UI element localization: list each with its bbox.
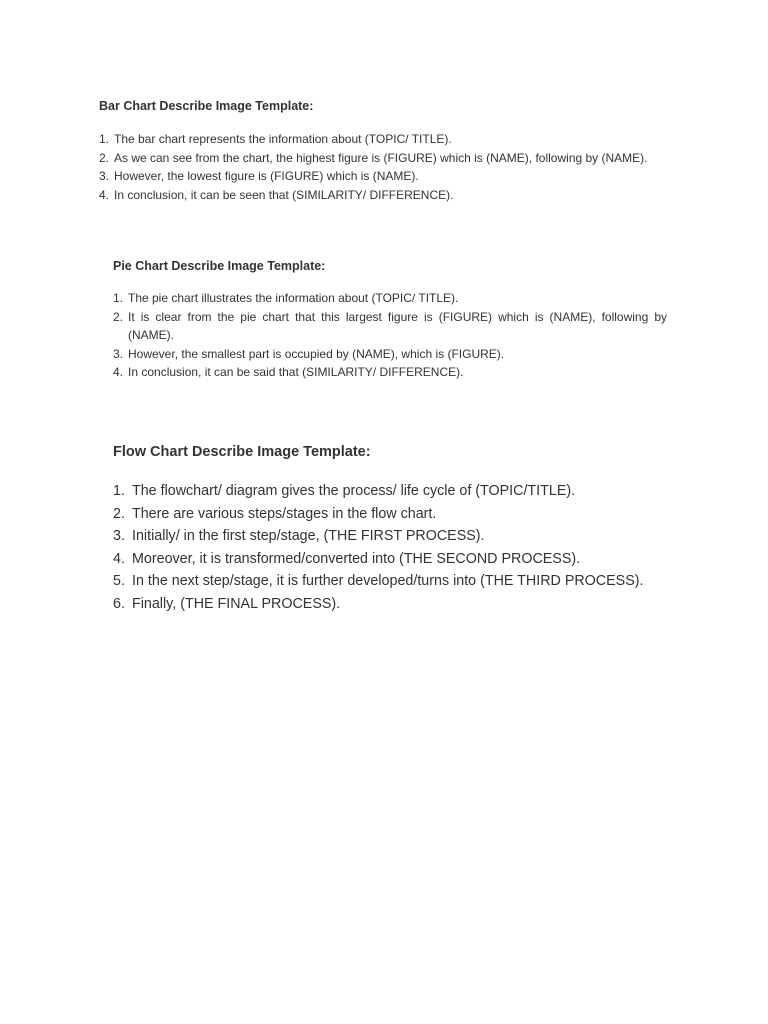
- list-item: [113, 480, 713, 503]
- list-item-text: However, the lowest figure is (FIGURE) which is (NAME).: [114, 169, 419, 184]
- flow-chart-template-list: [113, 480, 713, 616]
- pie-chart-template-section: [0, 258, 768, 382]
- list-item: [113, 308, 667, 345]
- list-item-number: 4.: [99, 187, 110, 202]
- list-item-number: 3.: [99, 169, 110, 184]
- list-item-number: 4.: [113, 550, 125, 567]
- pie-chart-template-list: [113, 289, 667, 382]
- list-item-text: It is clear from the pie chart that this largest figure is (FIGURE) which is (NAME), following by (NAME).: [128, 309, 667, 343]
- list-item-text: Initially/ in the first step/stage, (THE FIRST PROCESS).: [132, 528, 485, 545]
- list-item: [113, 525, 713, 548]
- list-item: [113, 593, 713, 616]
- list-item: [99, 130, 660, 149]
- list-item-text: The pie chart illustrates the information about (TOPIC/ TITLE).: [128, 291, 459, 305]
- list-item-text: In conclusion, it can be said that (SIMILARITY/ DIFFERENCE).: [128, 365, 464, 380]
- list-item-number: 2.: [113, 309, 124, 324]
- list-item-text: The flowchart/ diagram gives the process/ life cycle of (TOPIC/TITLE).: [132, 483, 576, 499]
- list-item-number: 3.: [113, 528, 125, 545]
- list-item: [113, 548, 713, 571]
- list-item-text: There are various steps/stages in the flow chart.: [132, 505, 437, 522]
- list-item-text: In conclusion, it can be seen that (SIMILARITY/ DIFFERENCE).: [114, 187, 454, 202]
- list-item-text: Finally, (THE FINAL PROCESS).: [132, 595, 341, 612]
- list-item-text: As we can see from the chart, the highest figure is (FIGURE) which is (NAME), following by (NAME).: [114, 150, 648, 165]
- list-item-number: 3.: [113, 346, 124, 361]
- list-item: [99, 149, 660, 168]
- list-item-number: 1.: [113, 483, 125, 499]
- list-item-number: 1.: [99, 132, 110, 146]
- list-item: [113, 363, 667, 382]
- bar-chart-template-heading: Bar Chart Describe Image Template:: [99, 99, 314, 113]
- list-item: [99, 167, 660, 186]
- list-item-text: Moreover, it is transformed/converted into (THE SECOND PROCESS).: [132, 550, 581, 567]
- flow-chart-template-heading: Flow Chart Describe Image Template:: [113, 444, 371, 460]
- pie-chart-template-heading: Pie Chart Describe Image Template:: [113, 259, 326, 273]
- list-item-number: 5.: [113, 573, 125, 590]
- list-item-number: 1.: [113, 291, 124, 305]
- bar-chart-template-section: [0, 98, 768, 204]
- flow-chart-template-section: [0, 443, 768, 616]
- list-item: [113, 289, 667, 308]
- bar-chart-template-list: [99, 130, 660, 204]
- list-item-text: In the next step/stage, it is further developed/turns into (THE THIRD PROCESS).: [132, 573, 644, 590]
- list-item-number: 6.: [113, 595, 125, 612]
- list-item-text: The bar chart represents the information about (TOPIC/ TITLE).: [114, 132, 452, 146]
- list-item-number: 4.: [113, 365, 124, 380]
- list-item-number: 2.: [113, 505, 125, 522]
- list-item: [113, 345, 667, 364]
- list-item-text: However, the smallest part is occupied by (NAME), which is (FIGURE).: [128, 346, 505, 361]
- list-item: [99, 186, 660, 205]
- list-item: [113, 503, 713, 526]
- list-item-number: 2.: [99, 150, 110, 165]
- list-item: [113, 570, 713, 593]
